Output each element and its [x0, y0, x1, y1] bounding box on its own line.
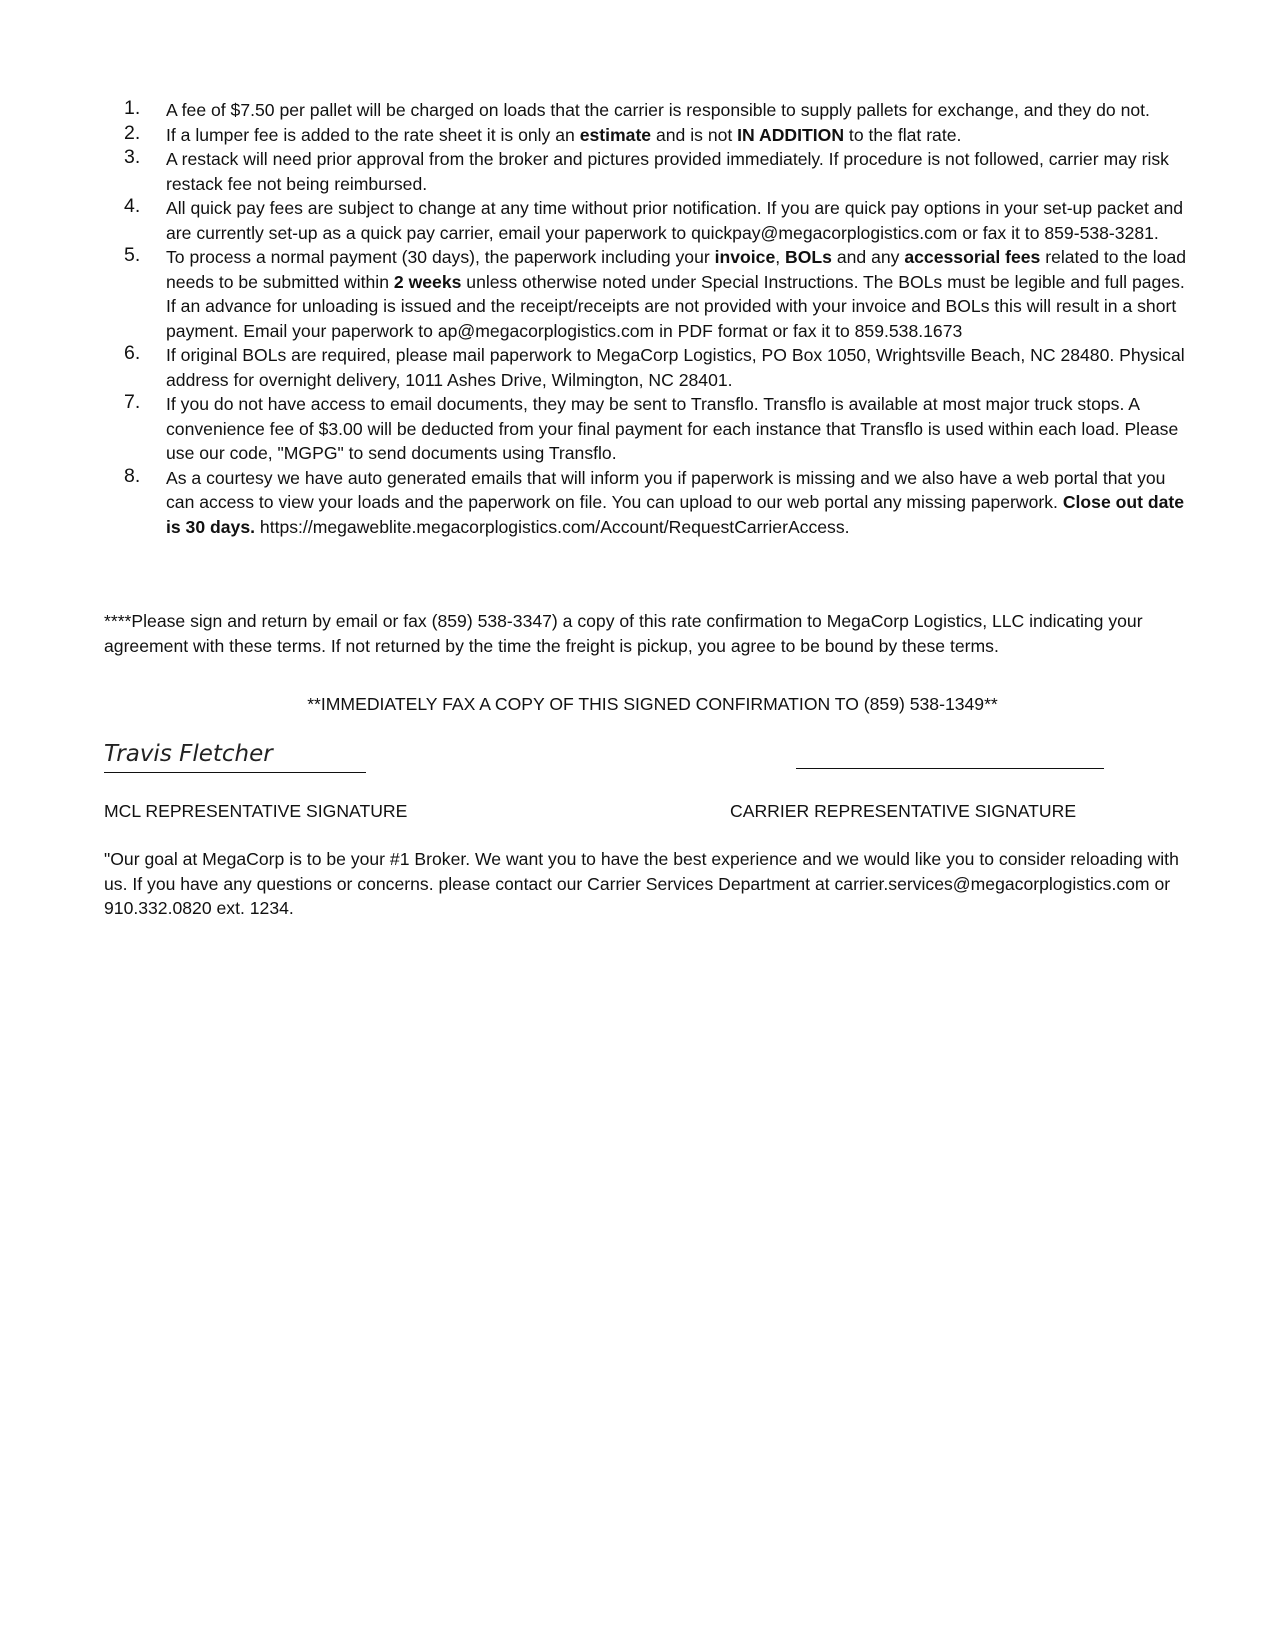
term-item [104, 466, 1194, 540]
fax-instruction: **IMMEDIATELY FAX A COPY OF THIS SIGNED CONFIRMATION TO (859) 538-1349** [307, 694, 998, 714]
term-emphasis: estimate [579, 124, 652, 145]
term-item [104, 245, 1194, 343]
term-segment: to the flat rate. [844, 124, 962, 145]
return-notice: ****Please sign and return by email or fax (859) 538-3347) a copy of this rate confirmation to MegaCorp Logistics, LLC indicating your agreement with these terms. If not returned by the time the freight is pickup, you agree to be bound by these terms. [104, 611, 1143, 656]
term-text [166, 125, 961, 145]
term-emphasis: accessorial fees [904, 247, 1041, 267]
term-segment: related to the load needs to be submitted within [166, 247, 1187, 292]
term-item [104, 196, 1194, 245]
mcl-signature-name: Travis Fletcher [104, 741, 273, 767]
term-emphasis: IN ADDITION [737, 124, 845, 145]
term-segment: If original BOLs are required, please mail paperwork to MegaCorp Logistics, PO Box 1050, Wrightsville Beach, NC 28480. Physical address for overnight delivery, 1011 Ashes Drive, Wilmington, NC 28401. [166, 345, 1185, 390]
carrier-signature-label: CARRIER REPRESENTATIVE SIGNATURE [730, 801, 1077, 821]
term-text [166, 198, 1183, 243]
term-segment: To process a normal payment (30 days), the paperwork including your [166, 247, 715, 267]
term-item [104, 343, 1194, 392]
closing-note: "Our goal at MegaCorp is to be your #1 Broker. We want you to have the best experience and we would like you to consider reloading with us. If you have any questions or concerns. please contact our Carrier Services Department at carrier.services@megacorplogistics.com or 910.332.0820 ext. 1234. [104, 849, 1179, 918]
mcl-signature-label: MCL REPRESENTATIVE SIGNATURE [104, 801, 408, 821]
term-number: 1. [124, 97, 141, 119]
mcl-signature-line [104, 738, 366, 773]
term-segment: As a courtesy we have auto generated emails that will inform you if paperwork is missing and we also have a web portal that you can access to view your loads and the paperwork on file. You can upload to our web portal any missing paperwork. [166, 467, 1166, 512]
term-item [104, 123, 1194, 148]
term-segment: unless otherwise noted under Special Instructions. The BOLs must be legible and full pages. If an advance for unloading is issued and the receipt/receipts are not provided with your invoice and BOLs this will result in a short payment. Email your paperwork to ap@megacorplogistics.com in PDF format or fax it to 859.538.1673 [166, 271, 1185, 341]
term-emphasis: BOLs [785, 247, 832, 267]
term-number: 3. [124, 146, 141, 168]
term-segment: If you do not have access to email documents, they may be sent to Transflo. Transflo is available at most major truck stops. A convenience fee of $3.00 will be deducted from your final payment for each instance that Transflo is used within each load. Please use our code, "MGPG" to send documents using Transflo. [166, 394, 1179, 463]
term-text [166, 149, 1169, 194]
term-item [104, 392, 1194, 466]
term-item [104, 147, 1194, 196]
term-segment: If a lumper fee is added to the rate sheet it is only an [166, 124, 580, 145]
term-number: 7. [124, 391, 141, 413]
term-segment: All quick pay fees are subject to change at any time without prior notification. If you are quick pay options in your set-up packet and are currently set-up as a quick pay carrier, email your paperwork to quickpay@megacorplogistics.com or fax it to 859-538-3281. [166, 198, 1184, 243]
term-segment: A restack will need prior approval from the broker and pictures provided immediately. If procedure is not followed, carrier may risk restack fee not being reimbursed. [166, 149, 1169, 194]
term-segment: and is not [651, 124, 738, 145]
term-text [166, 468, 1184, 537]
term-text [166, 247, 1186, 341]
term-segment: https://megaweblite.megacorplogistics.com/Account/RequestCarrierAccess. [255, 516, 850, 537]
term-emphasis: 2 weeks [393, 271, 462, 292]
term-segment: A fee of $7.50 per pallet will be charged on loads that the carrier is responsible to supply pallets for exchange, and they do not. [166, 100, 1150, 120]
term-segment: , [775, 247, 786, 267]
term-number: 5. [124, 244, 141, 266]
term-text [166, 100, 1150, 120]
term-emphasis: invoice [714, 247, 776, 267]
term-number: 2. [124, 121, 141, 144]
term-number: 6. [124, 342, 141, 364]
term-text [166, 394, 1178, 463]
terms-list [104, 98, 1194, 539]
term-text [166, 345, 1185, 390]
term-item [104, 98, 1194, 123]
carrier-signature-line [796, 768, 1104, 769]
term-number: 8. [124, 464, 141, 487]
term-emphasis: Close out date is 30 days. [166, 492, 1185, 537]
term-segment: and any [831, 247, 905, 267]
term-number: 4. [124, 195, 141, 217]
